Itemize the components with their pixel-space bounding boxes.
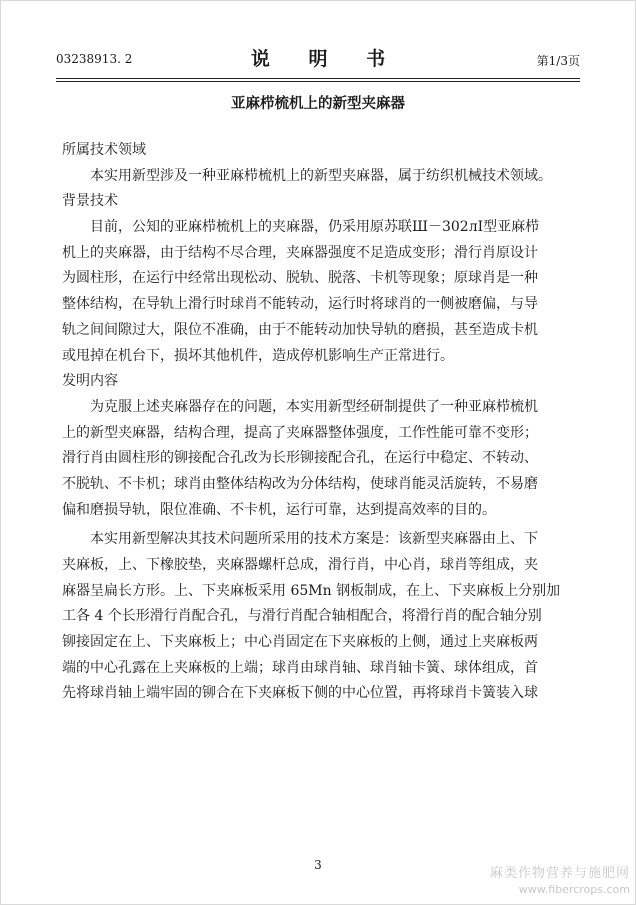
paragraph-line: 偏和磨损导轨，限位准确、不卡机，运行可靠，达到提高效率的目的。 <box>62 501 496 518</box>
paragraph-line: 为克服上述夹麻器存在的问题，本实用新型经研制提供了一种亚麻栉梳机 <box>90 398 538 415</box>
header-divider-thin <box>56 81 580 82</box>
paragraph-line: 滑行肖由圆柱形的铆接配合孔改为长形铆接配合孔，在运行中稳定、不转动、 <box>62 450 538 467</box>
paragraph-line: 工各 4 个长形滑行肖配合孔，与滑行肖配合轴相配合，将滑行肖的配合轴分别 <box>62 608 542 625</box>
paragraph-line: 铆接固定在上、下夹麻板上；中心肖固定在下夹麻板的上侧，通过上夹麻板两 <box>62 634 538 651</box>
section-heading: 所属技术领域 <box>62 142 146 158</box>
paragraph-line: 轨之间间隙过大，限位不准确，由于不能转动加快导轨的磨损，甚至造成卡机 <box>62 321 538 338</box>
page-header <box>56 40 580 74</box>
section-heading: 发明内容 <box>62 373 118 390</box>
invention-title: 亚麻栉梳机上的新型夹麻器 <box>231 96 405 112</box>
section-heading: 背景技术 <box>62 193 118 210</box>
page-number: 3 <box>314 858 322 872</box>
site-watermark <box>490 866 630 898</box>
document-body <box>62 138 576 707</box>
paragraph-line: 整体结构，在导轨上滑行时球肖不能转动，运行时将球肖的一侧被磨偏，与导 <box>62 296 538 313</box>
paragraph-line: 本实用新型解决其技术问题所采用的技术方案是：该新型夹麻器由上、下 <box>90 531 538 548</box>
paragraph-line: 端的中心孔露在上夹麻板的上端；球肖由球肖轴、球肖轴卡簧、球体组成，首 <box>62 659 538 676</box>
watermark-text: 麻类作物营养与施肥网 <box>489 866 630 881</box>
header-divider <box>56 78 580 79</box>
paragraph-line: 或甩掉在机台下，损坏其他机件，造成停机影响生产正常进行。 <box>62 347 454 364</box>
page-indicator: 第1/3页 <box>536 54 580 68</box>
paragraph-line: 上的新型夹麻器，结构合理，提高了夹麻器整体强度，工作性能可靠不变形； <box>62 424 538 441</box>
paragraph-line: 夹麻板，上、下橡胶垫，夹麻器螺杆总成，滑行肖，中心肖，球肖等组成，夹 <box>62 557 538 573</box>
paragraph-line: 先将球肖轴上端牢固的铆合在下夹麻板下侧的中心位置，再将球肖卡簧装入球 <box>62 685 538 702</box>
paragraph-line: 本实用新型涉及一种亚麻栉梳机上的新型夹麻器，属于纺织机械技术领域。 <box>90 167 552 184</box>
paragraph-line: 目前，公知的亚麻栉梳机上的夹麻器，仍采用原苏联Ш－302лⅠ型亚麻栉 <box>90 219 540 236</box>
watermark-url: www.fibercrops.com <box>518 883 630 896</box>
paragraph-line: 机上的夹麻器，由于结构不尽合理，夹麻器强度不足造成变形；滑行肖原设计 <box>62 244 538 261</box>
document-type-title: 说 明 书 <box>250 48 402 70</box>
paragraph-line: 麻器呈扁长方形。上、下夹麻板采用 65Mn 钢板制成，在上、下夹麻板上分别加 <box>62 582 561 599</box>
paragraph-line: 为圆柱形，在运行中经常出现松动、脱轨、脱落、卡机等现象；原球肖是一种 <box>62 270 538 287</box>
document-number: 03238913. 2 <box>56 52 133 66</box>
paragraph-line: 不脱轨、不卡机；球肖由整体结构改为分体结构，使球肖能灵活旋转，不易磨 <box>62 475 538 492</box>
